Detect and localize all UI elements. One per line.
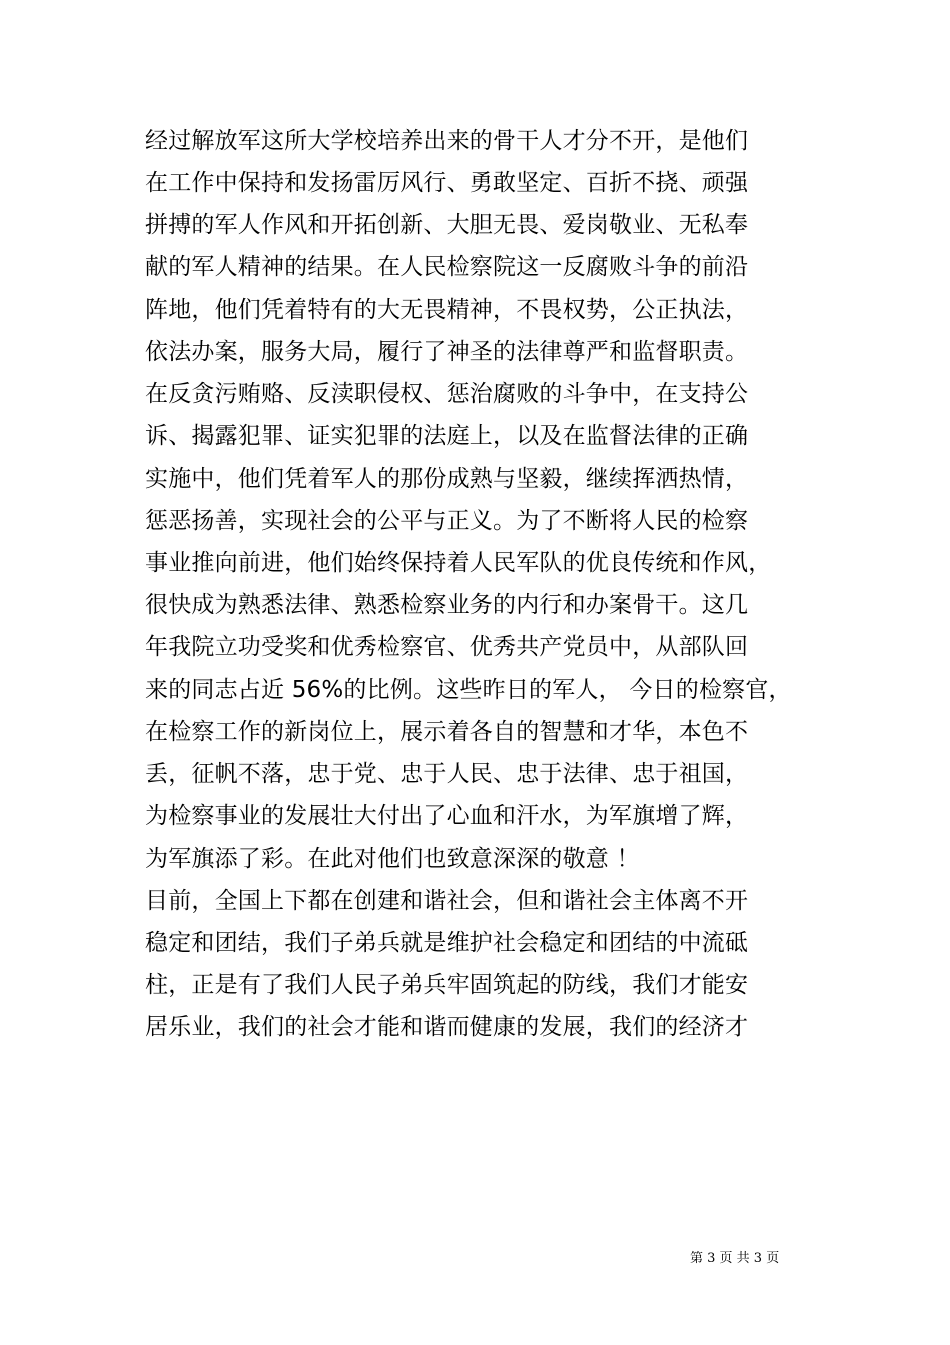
text-line: 来的同志占近 56%的比例。这些昨日的军人， 今日的检察官， [145,677,792,703]
text-line: 丢，征帆不落，忠于党、忠于人民、忠于法律、忠于祖国， [145,761,749,787]
text-line: 诉、揭露犯罪、证实犯罪的法庭上，以及在监督法律的正确 [145,423,749,449]
text-line: 在反贪污贿赂、反渎职侵权、惩治腐败的斗争中，在支持公 [145,381,749,407]
text-line: 事业推向前进，他们始终保持着人民军队的优良传统和作风， [145,550,772,576]
page-number-footer: 第 3 页 共 3 页 [690,1251,780,1266]
text-line: 柱，正是有了我们人民子弟兵牢固筑起的防线，我们才能安 [145,972,749,998]
text-line: 居乐业，我们的社会才能和谐而健康的发展，我们的经济才 [145,1014,749,1040]
text-line: 年我院立功受奖和优秀检察官、优秀共产党员中，从部队回 [145,634,749,660]
text-line: 为军旗添了彩。在此对他们也致意深深的敬意 ！ [145,846,640,872]
text-line: 拼搏的军人作风和开拓创新、大胆无畏、爱岗敬业、无私奉 [145,212,749,238]
text-line: 阵地，他们凭着特有的大无畏精神，不畏权势，公正执法， [145,297,749,323]
text-line: 依法办案，服务大局，履行了神圣的法律尊严和监督职责。 [145,339,749,365]
text-line: 很快成为熟悉法律、熟悉检察业务的内行和办案骨干。这几 [145,592,749,618]
text-line: 惩恶扬善，实现社会的公平与正义。为了不断将人民的检察 [145,508,749,534]
text-line: 经过解放军这所大学校培养出来的骨干人才分不开，是他们 [145,128,749,154]
text-line: 在检察工作的新岗位上，展示着各自的智慧和才华，本色不 [145,719,749,745]
text-line: 实施中，他们凭着军人的那份成熟与坚毅，继续挥洒热情， [145,466,749,492]
text-line: 稳定和团结，我们子弟兵就是维护社会稳定和团结的中流砥 [145,930,749,956]
text-line: 在工作中保持和发扬雷厉风行、勇敢坚定、百折不挠、顽强 [145,170,749,196]
text-line: 献的军人精神的结果。在人民检察院这一反腐败斗争的前沿 [145,254,749,280]
text-line: 目前，全国上下都在创建和谐社会，但和谐社会主体离不开 [145,888,749,914]
text-line: 为检察事业的发展壮大付出了心血和汗水，为军旗增了辉， [145,803,749,829]
